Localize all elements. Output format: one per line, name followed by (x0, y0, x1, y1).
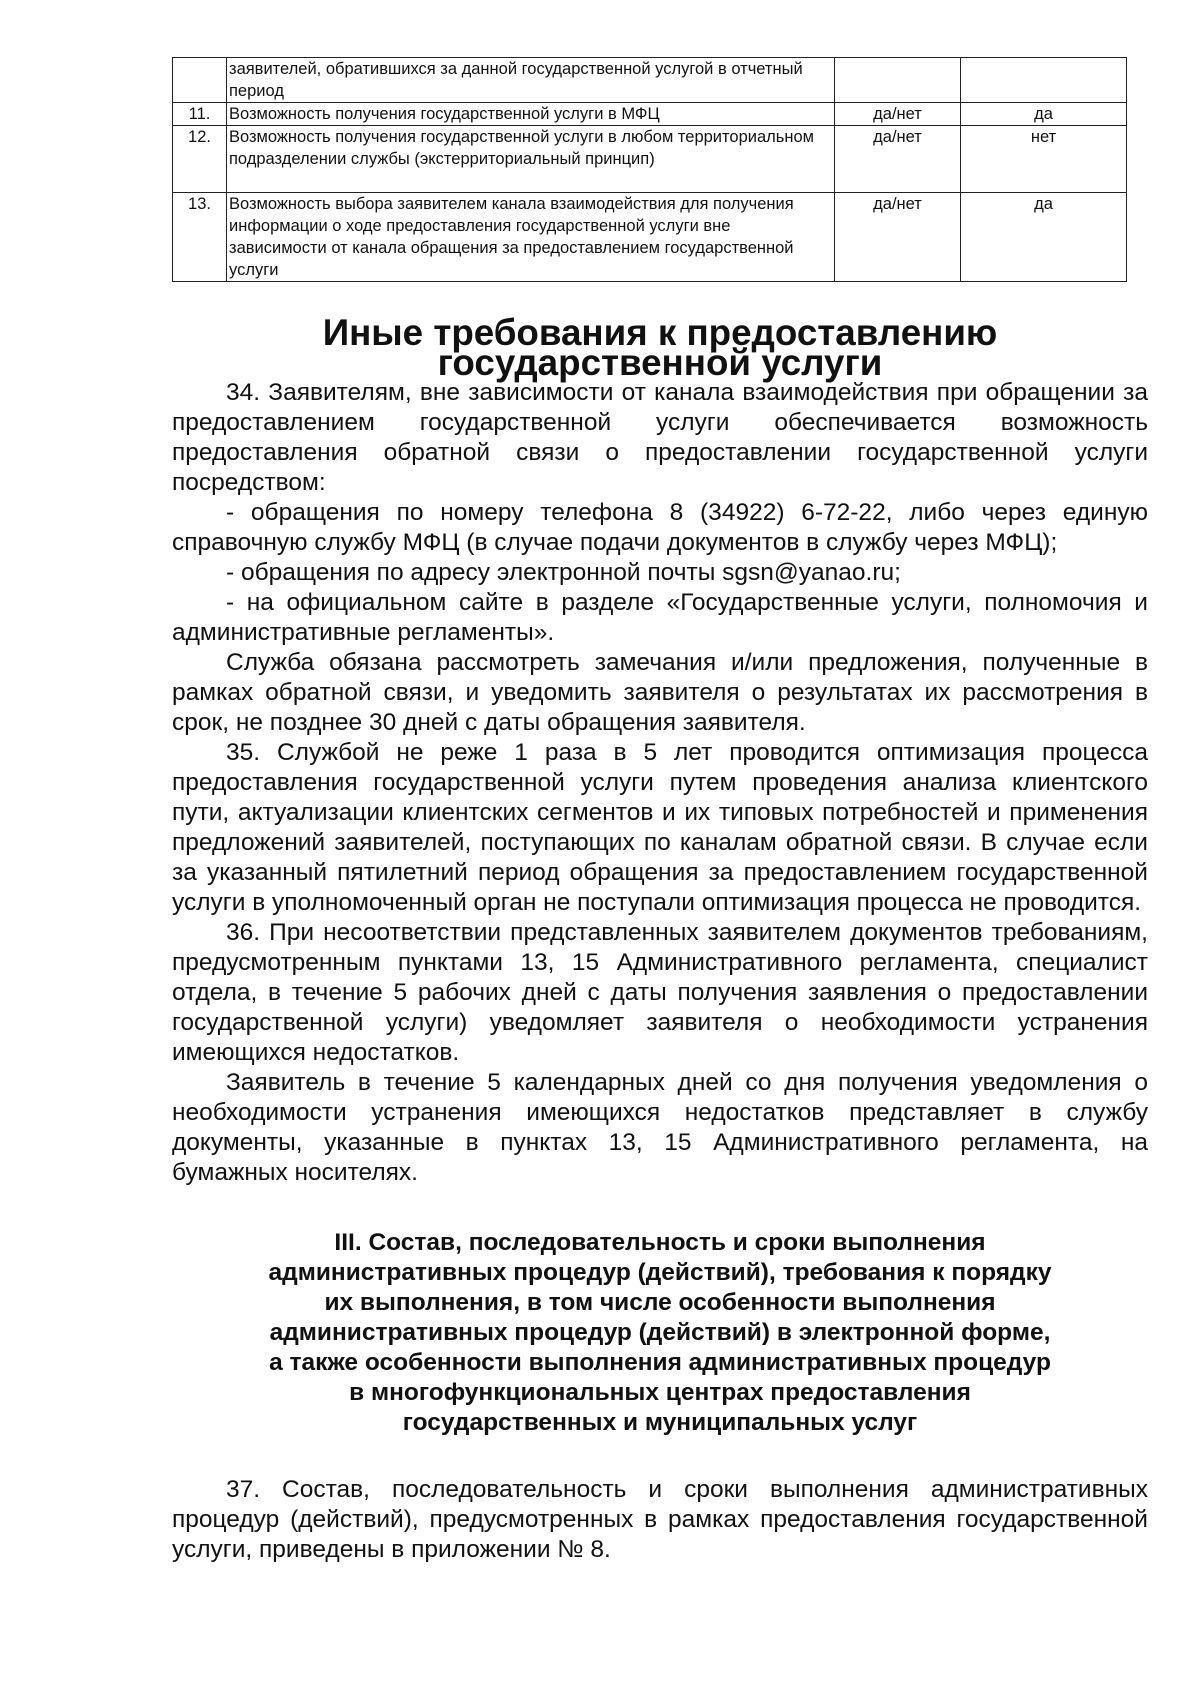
heading-line: в многофункциональных центрах предоставления (349, 1379, 971, 1406)
row-unit: да/нет (835, 103, 961, 126)
row-value: да (961, 103, 1127, 126)
heading-line: III. Состав, последовательность и сроки выполнения (334, 1229, 986, 1256)
paragraph-35: 35. Службой не реже 1 раза в 5 лет проводится оптимизация процесса предоставления государственной услуги путем проведения анализа клиентского пути, актуализации клиентских сегментов и их типовых потребностей и применения предложений заявителей, поступающих по каналам обратной связи. В случае если за указанный пятилетний период обращения за предоставлением государственной услуги в уполномоченный орган не поступали оптимизация процесса не проводится. (172, 739, 1148, 916)
row-value: нет (961, 126, 1127, 193)
heading-line: административных процедур (действий), требования к порядку (268, 1259, 1052, 1286)
section-3-heading (172, 1228, 1148, 1438)
paragraph-37: 37. Состав, последовательность и сроки выполнения административных процедур (действий), предусмотренных в рамках предоставления государственной услуги, приведены в приложении № 8. (172, 1476, 1148, 1563)
row-number: 13. (173, 193, 227, 282)
paragraph-applicant: Заявитель в течение 5 календарных дней со дня получения уведомления о необходимости устранения имеющихся недостатков представляет в службу документы, указанные в пунктах 13, 15 Административного регламента, на бумажных носителях. (172, 1069, 1148, 1186)
row-number: 12. (173, 126, 227, 193)
paragraph-email: - обращения по адресу электронной почты sgsn@yanao.ru; (226, 559, 901, 586)
row-unit: да/нет (835, 193, 961, 282)
heading-line: административных процедур (действий) в электронной форме, (269, 1319, 1051, 1346)
table-row (173, 193, 1127, 282)
row-value: да (961, 193, 1127, 282)
row-number (173, 58, 227, 103)
paragraph-34: 34. Заявителям, вне зависимости от канала взаимодействия при обращении за предоставлением государственной услуги обеспечивается возможность предоставления обратной связи о предоставлении государственной услуги посредством: (172, 379, 1148, 496)
row-unit (835, 58, 961, 103)
row-indicator: Возможность получения государственной услуги в любом территориальном подразделении службы (экстерриториальный принцип) (227, 126, 835, 193)
indicators-table (172, 57, 1127, 282)
heading-line: а также особенности выполнения административных процедур (269, 1349, 1051, 1376)
section-3-body (172, 1475, 1148, 1565)
paragraph-36: 36. При несоответствии представленных заявителем документов требованиям, предусмотренным пунктами 13, 15 Административного регламента, специалист отдела, в течение 5 рабочих дней с даты получения заявления о предоставлении государственной услуги) уведомляет заявителя о необходимости устранения имеющихся недостатков. (172, 919, 1148, 1066)
row-unit: да/нет (835, 126, 961, 193)
table-row (173, 126, 1127, 193)
row-value (961, 58, 1127, 103)
heading-line: их выполнения, в том числе особенности выполнения (324, 1289, 996, 1316)
table-row (173, 58, 1127, 103)
paragraph-website: - на официальном сайте в разделе «Государственные услуги, полномочия и административные регламенты». (172, 589, 1148, 646)
heading-line: государственных и муниципальных услуг (402, 1409, 918, 1436)
section-other-requirements (172, 312, 1148, 1188)
row-number: 11. (173, 103, 227, 126)
table-row (173, 103, 1127, 126)
section-heading: Иные требования к предоставлению государственной услуги (322, 312, 998, 383)
row-indicator: Возможность выбора заявителем канала взаимодействия для получения информации о ходе предоставления государственной услуги вне зависимости от канала обращения за предоставлением государственной услуги (227, 193, 835, 282)
paragraph-phone: - обращения по номеру телефона 8 (34922) 6-72-22, либо через единую справочную службу МФЦ (в случае подачи документов в службу через МФЦ); (172, 499, 1148, 556)
row-indicator: Возможность получения государственной услуги в МФЦ (227, 103, 835, 126)
paragraph-review: Служба обязана рассмотреть замечания и/или предложения, полученные в рамках обратной связи, и уведомить заявителя о результатах их рассмотрения в срок, не позднее 30 дней с даты обращения заявителя. (172, 649, 1148, 736)
row-indicator: заявителей, обратившихся за данной государственной услугой в отчетный период (227, 58, 835, 103)
